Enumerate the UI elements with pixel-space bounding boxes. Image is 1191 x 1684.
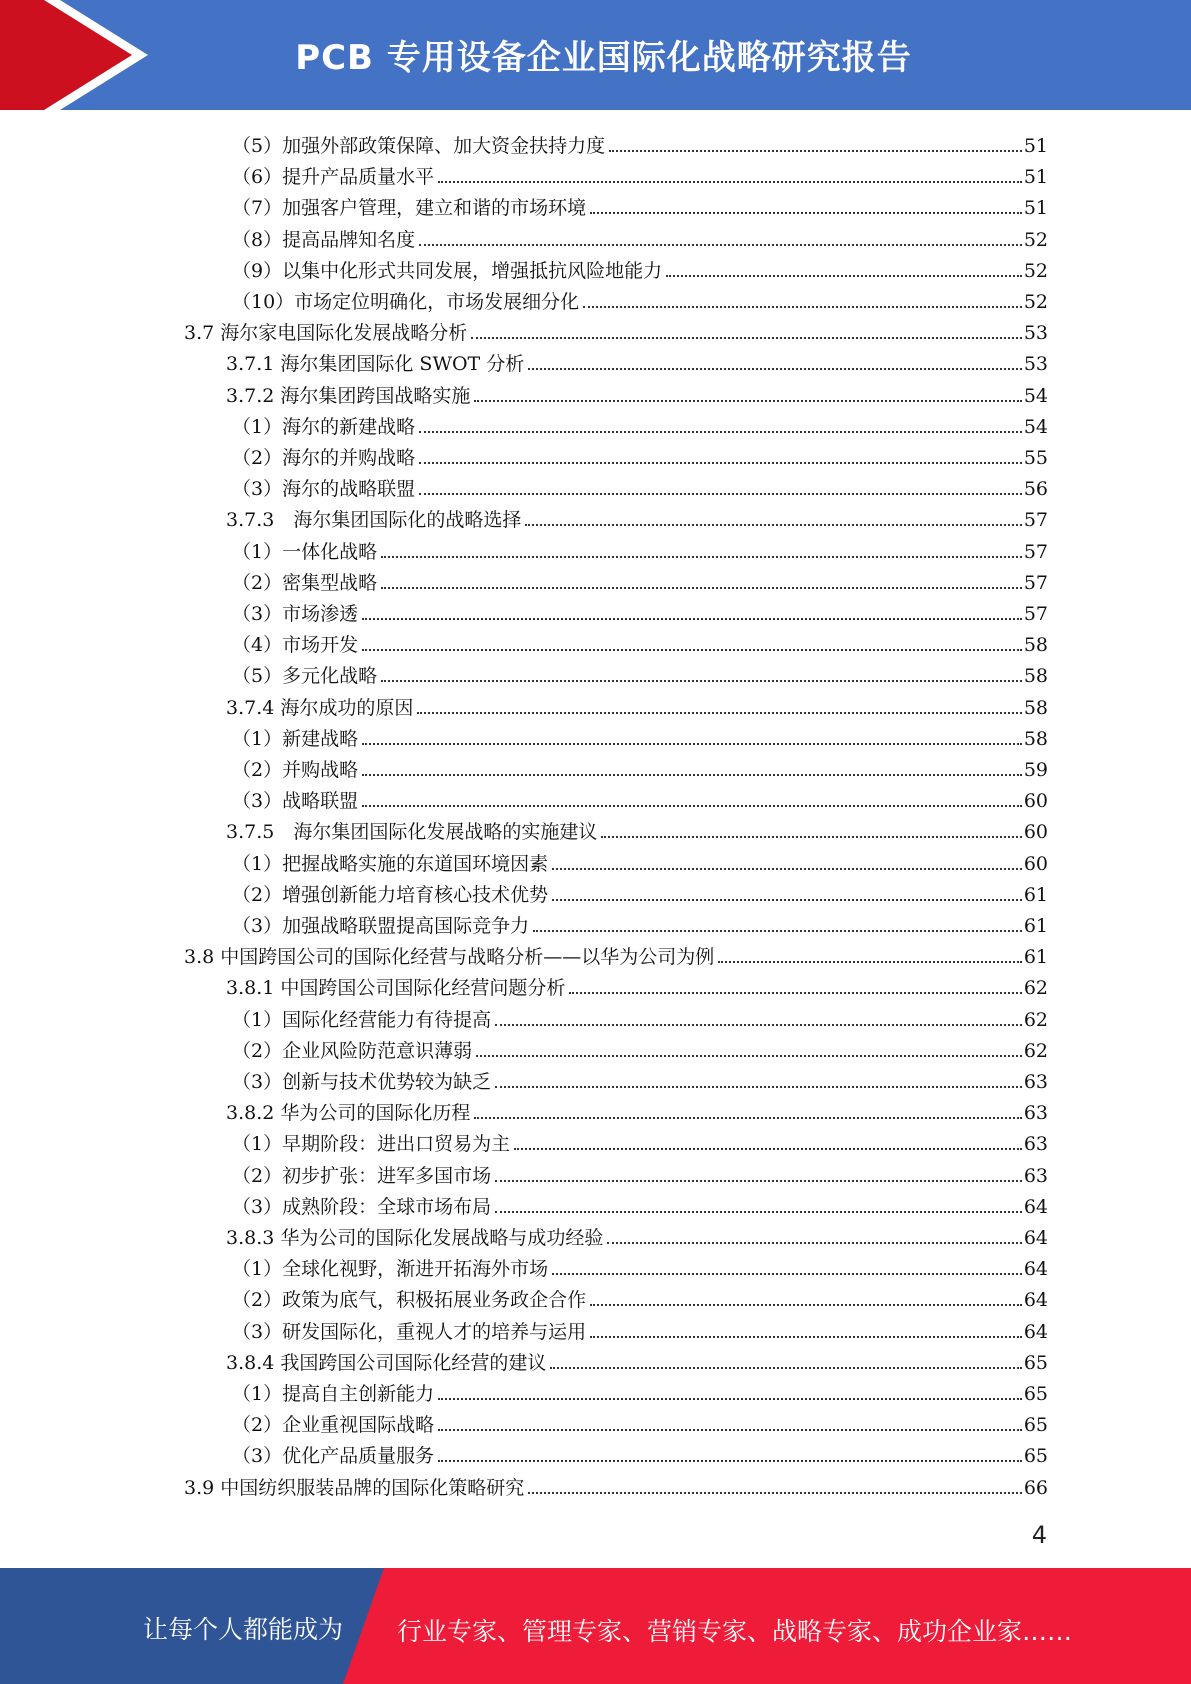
toc-entry-label: （3）战略联盟: [232, 790, 359, 813]
toc-entry[interactable]: [232, 876, 1048, 907]
toc-entry-label: （9）以集中化形式共同发展，增强抵抗风险地能力: [232, 259, 663, 282]
toc-entry-label: （3）市场渗透: [232, 603, 359, 625]
toc-entry[interactable]: [232, 751, 1048, 782]
toc-entry[interactable]: [226, 345, 1048, 376]
toc-entry-label: （2）企业重视国际战略: [232, 1414, 435, 1437]
toc-entry-label: （1）把握战略实施的东道国环境因素: [232, 852, 549, 875]
toc-entry-label: （8）提高品牌知名度: [232, 228, 416, 251]
toc-entry[interactable]: [232, 1157, 1048, 1188]
toc-entry[interactable]: [226, 377, 1048, 408]
toc-entry[interactable]: [226, 813, 1048, 844]
toc-entry-label: 3.8.2 华为公司的国际化历程: [226, 1102, 471, 1125]
toc-entry[interactable]: [232, 626, 1048, 657]
toc-entry-label: 3.8.4 我国跨国公司国际化经营的建议: [226, 1351, 547, 1374]
toc-entry-page: 65: [1023, 1445, 1048, 1468]
toc-entry-page: 52: [1023, 228, 1048, 251]
toc-entry-label: 3.7.3 海尔集团国际化的战略选择: [226, 509, 522, 532]
toc-dot-leader: [419, 244, 1022, 246]
toc-entry[interactable]: [232, 564, 1048, 595]
toc-entry-page: 58: [1023, 634, 1048, 657]
toc-entry[interactable]: [232, 1406, 1048, 1437]
toc-entry-page: 57: [1023, 540, 1048, 563]
toc-entry-page: 56: [1023, 478, 1048, 501]
page-header: [0, 0, 1191, 110]
toc-entry[interactable]: [232, 533, 1048, 564]
toc-dot-leader: [438, 1429, 1022, 1431]
toc-entry-label: 3.7.1 海尔集团国际化 SWOT 分析: [226, 353, 525, 376]
toc-entry-label: （1）新建战略: [232, 727, 359, 750]
toc-dot-leader: [552, 1273, 1022, 1275]
toc-dot-leader: [550, 1367, 1021, 1369]
toc-entry-page: 57: [1023, 509, 1048, 532]
toc-entry[interactable]: [232, 1375, 1048, 1406]
toc-dot-leader: [474, 400, 1021, 402]
footer-slogan-left: 让每个人都能成为: [143, 1615, 344, 1644]
toc-entry-label: （1）全球化视野，渐进开拓海外市场: [232, 1258, 549, 1281]
toc-entry[interactable]: [232, 1188, 1048, 1219]
toc-dot-leader: [666, 275, 1022, 277]
toc-entry[interactable]: [232, 189, 1048, 220]
toc-entry[interactable]: [232, 1250, 1048, 1281]
toc-entry-label: （3）加强战略联盟提高国际竞争力: [232, 915, 530, 937]
toc-dot-leader: [381, 587, 1022, 589]
toc-entry[interactable]: [226, 1344, 1048, 1375]
toc-entry[interactable]: [232, 657, 1048, 688]
toc-entry[interactable]: [232, 1001, 1048, 1032]
toc-entry[interactable]: [226, 1094, 1048, 1125]
toc-entry[interactable]: [232, 1437, 1048, 1468]
toc-entry-label: 3.8.1 中国跨国公司国际化经营问题分析: [226, 977, 566, 1000]
toc-entry[interactable]: [232, 221, 1048, 252]
toc-dot-leader: [601, 836, 1021, 838]
toc-dot-leader: [419, 493, 1022, 495]
toc-entry-page: 51: [1023, 197, 1048, 220]
toc-entry[interactable]: [226, 501, 1048, 532]
toc-entry-label: （1）一体化战略: [232, 540, 378, 563]
toc-entry[interactable]: [232, 158, 1048, 189]
toc-entry-label: （1）国际化经营能力有待提高: [232, 1008, 492, 1031]
toc-entry-label: 3.8.3 华为公司的国际化发展战略与成功经验: [226, 1227, 604, 1249]
toc-dot-leader: [533, 930, 1022, 932]
toc-dot-leader: [609, 150, 1022, 152]
toc-entry-label: （1）海尔的新建战略: [232, 415, 416, 438]
toc-dot-leader: [495, 1024, 1022, 1026]
toc-entry-page: 66: [1023, 1476, 1048, 1499]
toc-dot-leader: [528, 368, 1022, 370]
toc-entry-page: 52: [1023, 291, 1048, 313]
toc-entry[interactable]: [232, 1125, 1048, 1156]
toc-entry-label: 3.7.2 海尔集团跨国战略实施: [226, 384, 471, 407]
toc-entry-page: 53: [1023, 353, 1048, 376]
toc-entry[interactable]: [232, 408, 1048, 439]
toc-entry-label: （4）市场开发: [232, 634, 359, 657]
toc-dot-leader: [590, 212, 1022, 214]
toc-dot-leader: [590, 1304, 1022, 1306]
toc-entry-label: 3.7.4 海尔成功的原因: [226, 696, 414, 719]
toc-entry[interactable]: [184, 314, 1048, 345]
toc-entry[interactable]: [232, 1281, 1048, 1312]
toc-dot-leader: [438, 1460, 1022, 1462]
toc-entry[interactable]: [232, 1313, 1048, 1344]
toc-entry[interactable]: [232, 720, 1048, 751]
toc-entry-page: 60: [1023, 821, 1048, 844]
toc-entry-label: （3）研发国际化，重视人才的培养与运用: [232, 1320, 587, 1343]
toc-entry[interactable]: [226, 1219, 1048, 1250]
toc-entry-page: 59: [1023, 759, 1048, 781]
toc-entry-label: （3）创新与技术优势较为缺乏: [232, 1071, 492, 1093]
toc-entry-page: 51: [1023, 135, 1048, 157]
toc-dot-leader: [362, 743, 1022, 745]
toc-entry-label: （2）密集型战略: [232, 571, 378, 594]
toc-entry[interactable]: [232, 595, 1048, 626]
toc-entry-label: 3.9 中国纺织服装品牌的国际化策略研究: [184, 1476, 525, 1499]
toc-entry-label: （3）海尔的战略联盟: [232, 478, 416, 501]
toc-dot-leader: [495, 1086, 1022, 1088]
toc-dot-leader: [607, 1242, 1021, 1244]
toc-entry-page: 62: [1023, 1008, 1048, 1031]
toc-entry-page: 64: [1023, 1195, 1048, 1218]
toc-dot-leader: [552, 899, 1022, 901]
toc-entry-page: 58: [1023, 665, 1048, 688]
toc-dot-leader: [438, 1398, 1022, 1400]
toc-entry-page: 63: [1023, 1133, 1048, 1156]
toc-entry-page: 53: [1023, 322, 1048, 345]
toc-entry-label: （6）提升产品质量水平: [232, 166, 435, 189]
toc-entry-page: 58: [1023, 696, 1048, 719]
toc-entry[interactable]: [232, 782, 1048, 813]
toc-dot-leader: [590, 1336, 1022, 1338]
toc-dot-leader: [419, 462, 1022, 464]
toc-entry-label: （5）加强外部政策保障、加大资金扶持力度: [232, 135, 606, 157]
toc-entry-label: 3.8 中国跨国公司的国际化经营与战略分析——以华为公司为例: [184, 946, 715, 969]
toc-entry[interactable]: [232, 283, 1048, 314]
toc-dot-leader: [528, 1492, 1022, 1494]
toc-dot-leader: [495, 1211, 1022, 1213]
toc-entry-page: 62: [1023, 977, 1048, 1000]
page-number: 4: [1031, 1521, 1047, 1549]
toc-entry-page: 61: [1023, 915, 1048, 937]
toc-entry-page: 51: [1023, 166, 1048, 189]
toc-dot-leader: [438, 181, 1022, 183]
toc-entry-label: （10）市场定位明确化，市场发展细分化: [232, 291, 580, 313]
toc-dot-leader: [362, 649, 1022, 651]
toc-entry-page: 64: [1023, 1227, 1048, 1249]
toc-entry-page: 55: [1023, 447, 1048, 469]
toc-entry[interactable]: [232, 127, 1048, 158]
toc-dot-leader: [476, 1055, 1022, 1057]
toc-entry-page: 63: [1023, 1071, 1048, 1093]
toc-dot-leader: [362, 618, 1022, 620]
toc-dot-leader: [381, 680, 1022, 682]
toc-dot-leader: [569, 992, 1021, 994]
toc-entry-label: （2）企业风险防范意识薄弱: [232, 1039, 473, 1062]
toc-entry-label: 3.7.5 海尔集团国际化发展战略的实施建议: [226, 821, 598, 844]
toc-entry-label: （2）初步扩张：进军多国市场: [232, 1164, 492, 1187]
toc-entry[interactable]: [232, 470, 1048, 501]
toc-entry-page: 64: [1023, 1289, 1048, 1312]
toc-entry-page: 65: [1023, 1383, 1048, 1405]
toc-dot-leader: [362, 805, 1022, 807]
toc-entry[interactable]: [232, 252, 1048, 283]
document-title: PCB 专用设备企业国际化战略研究报告: [295, 38, 912, 78]
toc-entry-label: （3）成熟阶段：全球市场布局: [232, 1195, 492, 1218]
toc-dot-leader: [718, 961, 1022, 963]
toc-entry-page: 62: [1023, 1039, 1048, 1062]
toc-entry[interactable]: [232, 845, 1048, 876]
toc-dot-leader: [474, 1117, 1021, 1119]
toc-entry-label: （7）加强客户管理，建立和谐的市场环境: [232, 197, 587, 220]
toc-entry-page: 63: [1023, 1102, 1048, 1125]
toc-entry[interactable]: [232, 439, 1048, 470]
toc-entry-label: （2）海尔的并购战略: [232, 447, 416, 469]
toc-dot-leader: [471, 337, 1022, 339]
toc-entry-page: 60: [1023, 790, 1048, 813]
toc-entry-label: 3.7 海尔家电国际化发展战略分析: [184, 322, 468, 345]
toc-entry-label: （2）政策为底气，积极拓展业务政企合作: [232, 1289, 587, 1312]
toc-entry-page: 60: [1023, 852, 1048, 875]
toc-entry-page: 64: [1023, 1258, 1048, 1281]
toc-entry-label: （1）提高自主创新能力: [232, 1383, 435, 1405]
toc-entry[interactable]: [184, 1469, 1048, 1500]
toc-entry[interactable]: [232, 907, 1048, 938]
toc-entry-page: 58: [1023, 727, 1048, 750]
toc-dot-leader: [583, 306, 1022, 308]
toc-entry[interactable]: [226, 689, 1048, 720]
toc-entry-page: 64: [1023, 1320, 1048, 1343]
toc-entry-page: 54: [1023, 384, 1048, 407]
toc-dot-leader: [495, 1180, 1022, 1182]
toc-entry-label: （5）多元化战略: [232, 665, 378, 688]
toc-dot-leader: [525, 524, 1021, 526]
page-footer: [0, 1568, 1191, 1684]
toc-dot-leader: [514, 1148, 1022, 1150]
toc-entry[interactable]: [184, 938, 1048, 969]
toc-dot-leader: [381, 556, 1022, 558]
toc-dot-leader: [552, 868, 1022, 870]
toc-entry[interactable]: [226, 969, 1048, 1000]
toc-entry-page: 63: [1023, 1164, 1048, 1187]
toc-entry-label: （2）增强创新能力培育核心技术优势: [232, 883, 549, 906]
footer-slogan-right: 行业专家、管理专家、营销专家、战略专家、成功企业家……: [397, 1617, 1073, 1646]
toc-entry-page: 61: [1023, 946, 1048, 969]
toc-entry-page: 54: [1023, 415, 1048, 438]
toc-entry-page: 52: [1023, 259, 1048, 282]
toc-entry-label: （1）早期阶段：进出口贸易为主: [232, 1133, 511, 1156]
toc-dot-leader: [417, 712, 1021, 714]
toc-dot-leader: [419, 431, 1022, 433]
toc-entry-label: （3）优化产品质量服务: [232, 1445, 435, 1468]
toc-entry[interactable]: [232, 1032, 1048, 1063]
toc-entry-page: 61: [1023, 883, 1048, 906]
toc-dot-leader: [362, 774, 1022, 776]
toc-entry-page: 65: [1023, 1351, 1048, 1374]
toc-entry-label: （2）并购战略: [232, 759, 359, 781]
toc-entry[interactable]: [232, 1063, 1048, 1094]
toc-entry-page: 57: [1023, 571, 1048, 594]
toc-entry-page: 65: [1023, 1414, 1048, 1437]
toc-entry-page: 57: [1023, 603, 1048, 625]
